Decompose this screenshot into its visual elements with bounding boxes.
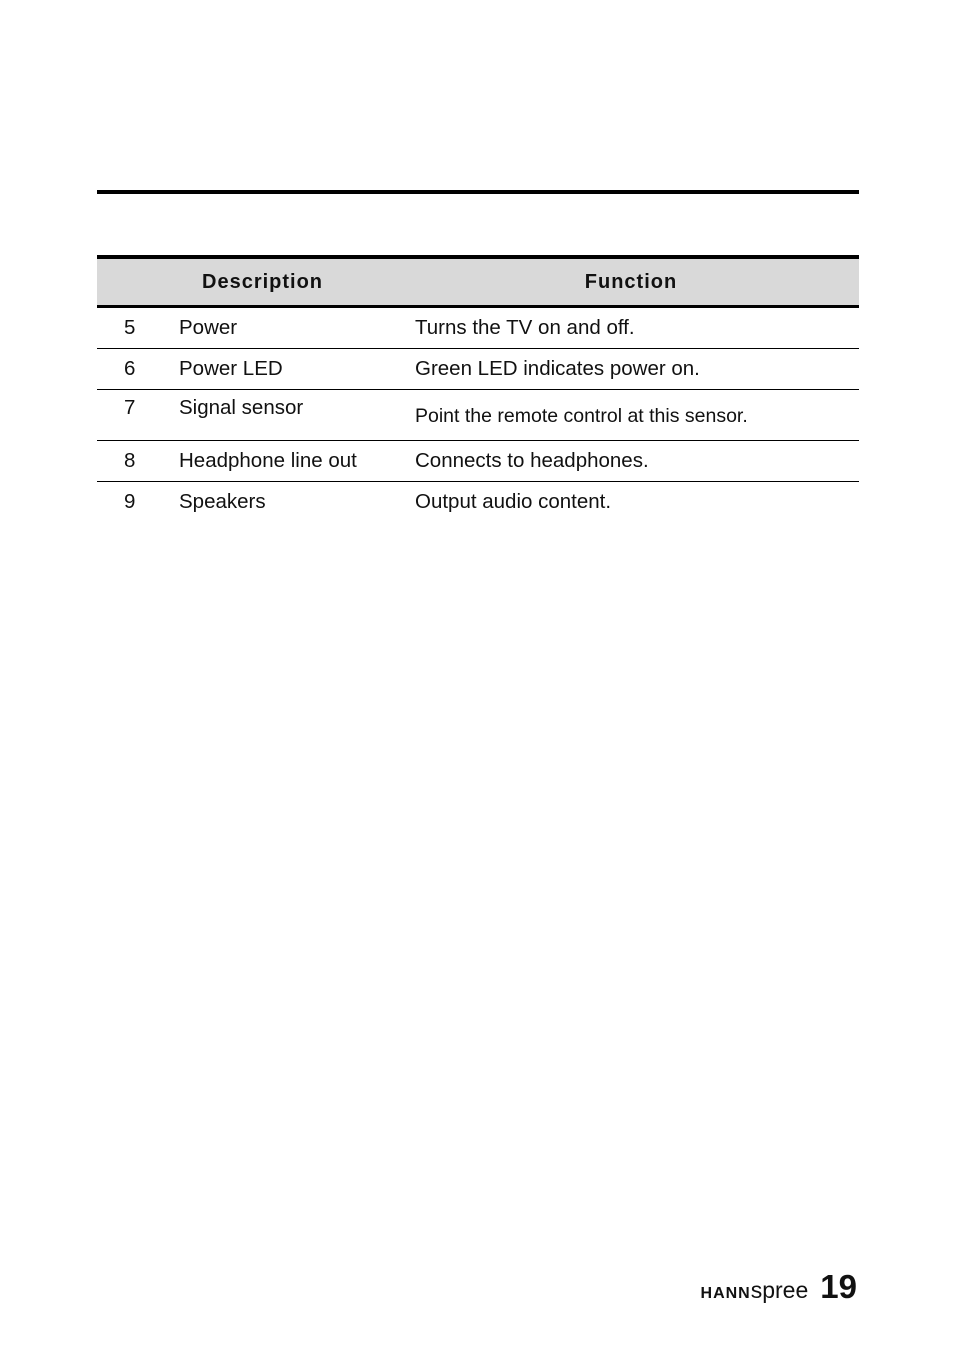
table-row: [97, 482, 859, 523]
page-footer: [701, 1268, 857, 1306]
row-description: Power: [166, 307, 403, 349]
table-row: [97, 441, 859, 482]
row-function: Turns the TV on and off.: [403, 307, 859, 349]
row-number: 9: [124, 490, 136, 513]
row-function: Point the remote control at this sensor.: [403, 390, 859, 441]
spec-table: [97, 255, 859, 522]
brand-logo-bold: HANN: [700, 1285, 751, 1302]
page-number: 19: [820, 1268, 857, 1305]
row-description: Signal sensor: [166, 390, 403, 441]
row-function: Connects to headphones.: [403, 441, 859, 482]
row-number: 7: [97, 390, 166, 441]
brand-logo: [701, 1277, 809, 1304]
row-number: 5: [97, 307, 166, 349]
header-function: Function: [403, 257, 859, 307]
row-number: 8: [97, 441, 166, 482]
row-description: Headphone line out: [166, 441, 403, 482]
row-function: Green LED indicates power on.: [403, 349, 859, 390]
header-number: [97, 257, 166, 307]
row-function: Output audio content.: [415, 490, 612, 513]
table-row: [97, 307, 859, 349]
table-row: [97, 349, 859, 390]
row-description: Speakers: [179, 490, 266, 513]
table-header-row: [97, 257, 859, 307]
brand-logo-light: spree: [750, 1277, 809, 1303]
table-row: [97, 390, 859, 441]
row-number: 6: [97, 349, 166, 390]
header-description: Description: [166, 257, 403, 307]
top-rule: [97, 190, 859, 194]
row-description: Power LED: [166, 349, 403, 390]
